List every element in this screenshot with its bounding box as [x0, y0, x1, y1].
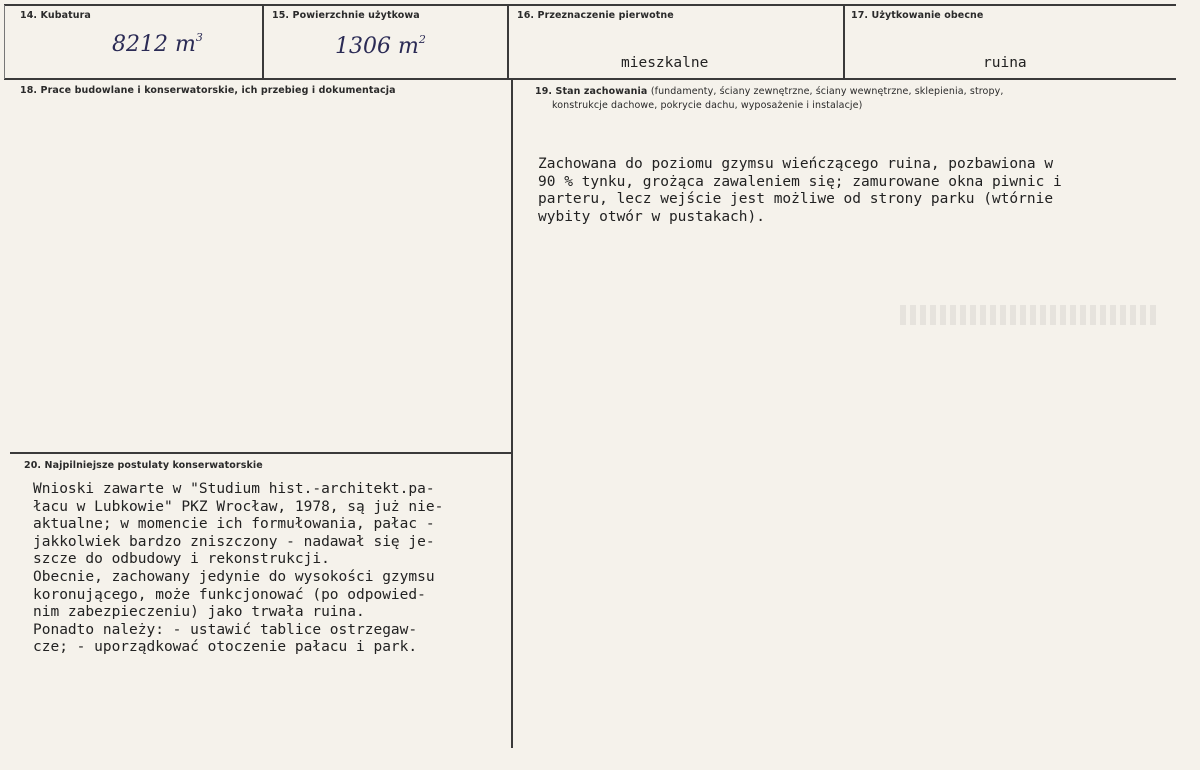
field-17-label: 17. Użytkowanie obecne: [851, 10, 984, 21]
field-18-label: 18. Prace budowlane i konserwatorskie, ich przebieg i dokumentacja: [20, 85, 396, 96]
field-20-line: nim zabezpieczeniu) jako trwała ruina.: [33, 604, 365, 621]
field-20-line: Ponadto należy: - ustawić tablice ostrzegaw-: [33, 621, 418, 638]
field-20-line: koronującego, może funkcjonować (po odpowied-: [33, 586, 426, 603]
field-16-label: 16. Przeznaczenie pierwotne: [517, 10, 674, 21]
field-20-line: szcze do odbudowy i rekonstrukcji.: [33, 551, 330, 568]
field-15-label: 15. Powierzchnie użytkowa: [272, 10, 420, 21]
field-19-line: parteru, lecz wejście jest możliwe od strony parku (wtórnie: [538, 191, 1054, 208]
field-19-line: Zachowana do poziomu gzymsu wieńczącego ruina, pozbawiona w: [538, 156, 1054, 172]
divider-16-17: [843, 5, 845, 79]
field-19-label-detail-1: (fundamenty, ściany zewnętrzne, ściany wewnętrzne, sklepienia, stropy,: [650, 86, 1004, 97]
field-14-value: [112, 31, 203, 57]
left-edge-line: [4, 5, 5, 79]
field-19-line: 90 % tynku, grożąca zawaleniem się; zamurowane okna piwnic i: [538, 173, 1062, 190]
top-border-line: [4, 4, 1176, 6]
faint-smudge: [900, 305, 1160, 325]
field-17-value: ruina: [983, 55, 1027, 71]
field-19-text: [538, 156, 1062, 226]
field-20-line: cze; - uporządkować otoczenie pałacu i park.: [33, 639, 418, 656]
field-14-label: 14. Kubatura: [20, 10, 91, 21]
field-20-line: Obecnie, zachowany jedynie do wysokości gzymsu: [33, 568, 435, 585]
field-19-line: wybity otwór w pustakach).: [538, 208, 765, 225]
field-14-unit-superscript: 3: [195, 31, 203, 44]
divider-14-15: [262, 5, 264, 79]
field-20-line: aktualne; w momencie ich formułowania, pałac -: [33, 516, 435, 533]
field-14-number: 8212 m: [112, 32, 196, 57]
field-20-label: 20. Najpilniejsze postulaty konserwatorskie: [24, 460, 263, 471]
row1-bottom-line: [4, 78, 1176, 80]
field-15-number: 1306 m: [335, 34, 419, 59]
field-20-line: Wnioski zawarte w "Studium hist.-architekt.pa-: [33, 481, 435, 497]
field-20-text: [33, 481, 443, 657]
field-15-value: [335, 33, 426, 59]
row18-bottom-line: [10, 452, 511, 454]
field-20-line: jakkolwiek bardzo zniszczony - nadawał się je-: [33, 533, 435, 550]
field-20-line: łacu w Lubkowie" PKZ Wrocław, 1978, są już nie-: [33, 498, 444, 515]
divider-18-19: [511, 80, 513, 748]
field-15-unit-superscript: 2: [418, 33, 426, 46]
field-19-label: [535, 86, 1003, 97]
divider-15-16: [507, 5, 509, 79]
field-19-label-detail-2: konstrukcje dachowe, pokrycie dachu, wyposażenie i instalacje): [552, 100, 863, 111]
field-19-label-title: 19. Stan zachowania: [535, 86, 648, 97]
field-16-value: mieszkalne: [621, 55, 709, 71]
